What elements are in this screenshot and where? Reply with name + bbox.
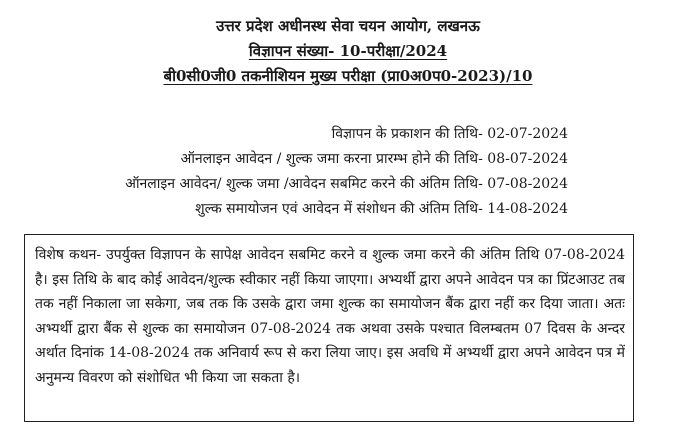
date-value: 02-07-2024 [487, 126, 568, 142]
date-value: 14-08-2024 [487, 201, 568, 217]
date-label: शुल्क समायोजन एवं आवेदन में संशोधन की अंतिम तिथि- [195, 201, 483, 217]
exam-title-text: बी0सी0जी0 तकनीशियन मुख्य परीक्षा (प्रा0अ0प0-2023)/10 [163, 67, 533, 85]
date-value: 08-07-2024 [487, 151, 568, 167]
exam-title [0, 68, 696, 85]
date-row-application-last [125, 176, 568, 193]
notice-header [0, 18, 696, 93]
date-value: 07-08-2024 [487, 176, 568, 192]
organization-title-text: उत्तर प्रदेश अधीनस्थ सेवा चयन आयोग, लखनऊ [216, 17, 480, 35]
date-label: ऑनलाइन आवेदन/ शुल्क जमा /आवेदन सबमिट करने की अंतिम तिथि- [125, 176, 483, 192]
important-dates [125, 126, 568, 226]
special-note-box [24, 234, 634, 422]
advertisement-number-text: विज्ञापन संख्या- 10-परीक्षा/2024 [248, 42, 448, 60]
organization-title [0, 18, 696, 35]
date-row-publication [125, 126, 568, 143]
date-row-application-start [125, 151, 568, 168]
date-label: ऑनलाइन आवेदन / शुल्क जमा करना प्रारम्भ होने की तिथि- [180, 151, 483, 167]
date-label: विज्ञापन के प्रकाशन की तिथि- [331, 126, 483, 142]
advertisement-number [0, 43, 696, 60]
special-note-text: विशेष कथन- उपर्युक्त विज्ञापन के सापेक्ष आवेदन सबमिट करने व शुल्क जमा करने की अंतिम तिथि 07-08-2024 है। इस तिथि के बाद कोई आवेदन/शुल्क स्वीकार नहीं किया जाएगा। अभ्यर्थी द्वारा अपने आवेदन पत्र का प्रिंटआउट तब तक नहीं निकाला जा सकेगा, जब तक कि उसके द्वारा जमा शुल्क का समायोजन बैंक द्वारा नहीं कर दिया जाता। अतः अभ्यर्थी द्वारा बैंक से शुल्क का समायोजन 07-08-2024 तक अथवा उसके पश्चात विलम्बतम 07 दिवस के अन्दर अर्थात दिनांक 14-08-2024 तक अनिवार्य रूप से करा लिया जाए। इस अवधि में अभ्यर्थी द्वारा अपने आवेदन पत्र में अनुमन्य विवरण को संशोधित भी किया जा सकता है। [35, 247, 625, 386]
date-row-correction-last [125, 201, 568, 218]
